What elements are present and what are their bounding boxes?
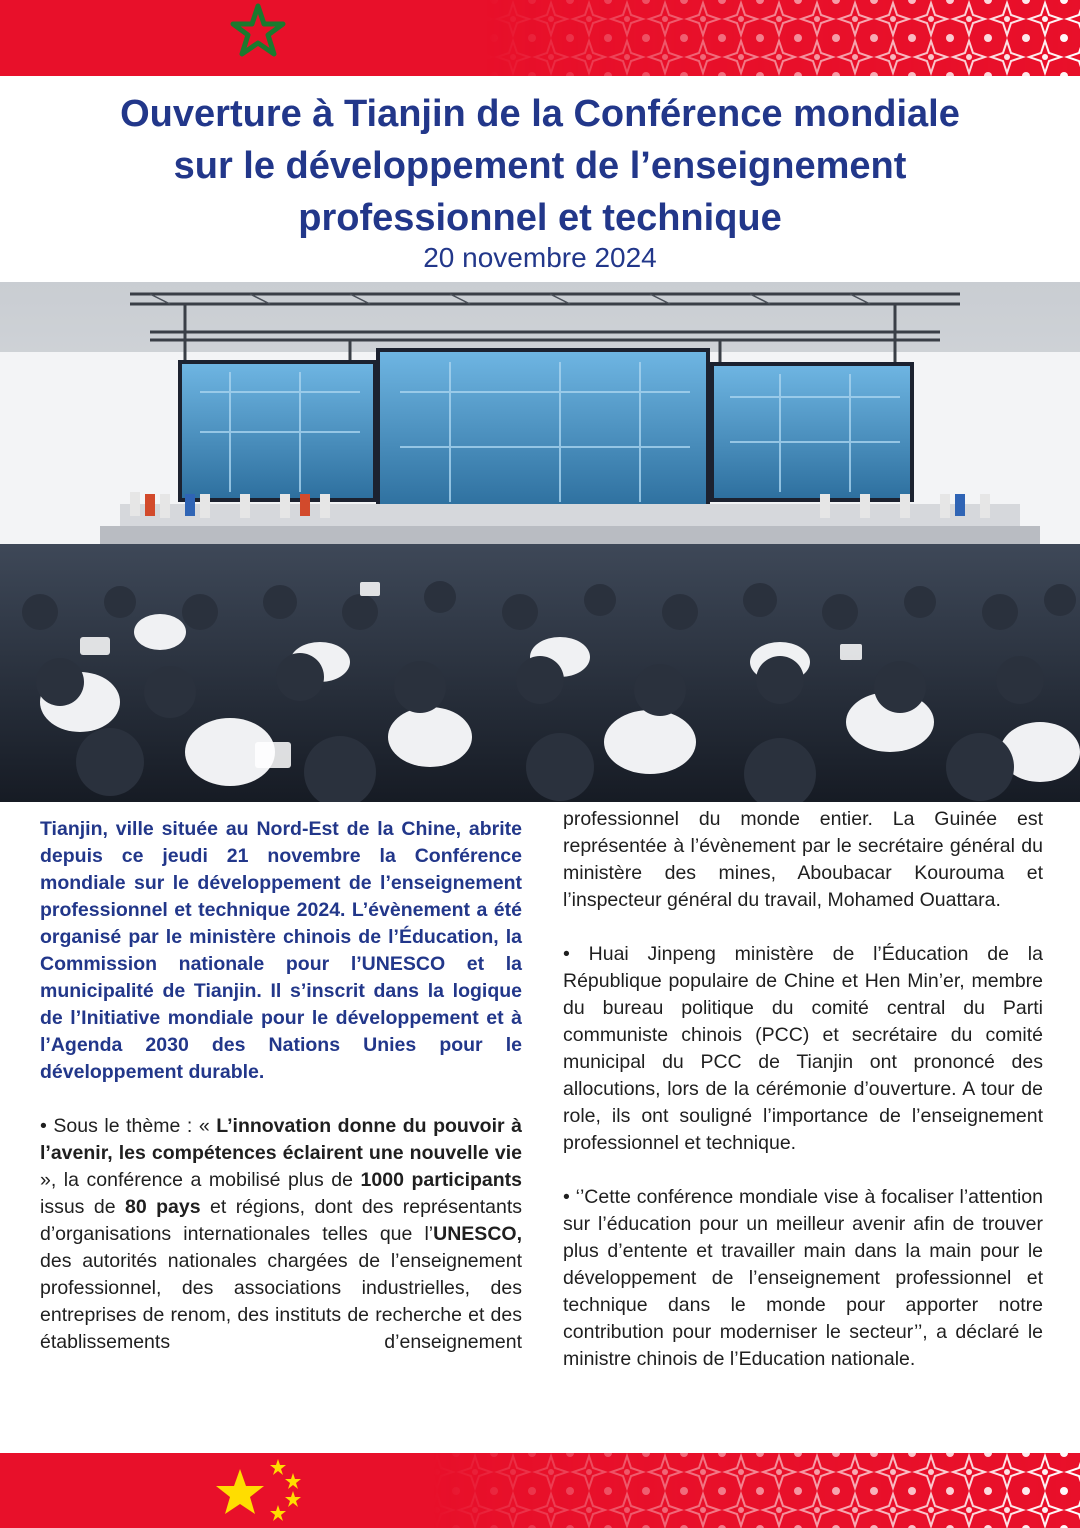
title-line: Ouverture à Tianjin de la Conférence mondiale: [120, 93, 960, 135]
moroccan-pattern-band: [0, 0, 1080, 76]
bottom-banner: [0, 1453, 1080, 1528]
article-column-right: [563, 806, 1043, 1373]
title-line: sur le développement de l’enseignement: [173, 145, 907, 187]
theme-text: L’innovation donne du pouvoir à l’avenir, les compétences éclairent une nouvelle vie: [40, 1115, 523, 1164]
text: et régions, dont des représentants d’organisations internationales telles que l’: [40, 1196, 522, 1245]
guinea-paragraph: professionnel du monde entier. La Guinée est représentée à l’évènement par le secrétaire général du ministère des mines, Aboubacar Kourouma et l’inspecteur général du travail, Mohamed Ouattara.: [563, 808, 1043, 911]
officials-paragraph: • Huai Jinpeng ministère de l’Éducation de la République populaire de Chine et Hen Min’er, membre du bureau politique du comité central du Parti communiste chinois (PCC) et secrétaire du comité municipal du PCC de Tianjin ont prononcé des allocutions, lors de la cérémonie d’ouverture. A tour de role, ils ont souligné l’importance de l’enseignement professionnel et technique.: [563, 943, 1043, 1154]
countries-count: 80 pays: [124, 1196, 201, 1218]
lead-paragraph: Tianjin, ville située au Nord-Est de la Chine, abrite depuis ce jeudi 21 novembre la Conférence mondiale sur le développement de l’enseignement professionnel et technique 2024. L’évènement a été organisé par le ministère chinois de l’Éducation, la Commission nationale pour l’UNESCO et la municipalité de Tianjin. Il s’inscrit dans la logique de l’Initiative mondiale pour le développement et à l’Agenda 2030 des Nations Unies pour le développement durable.: [40, 818, 522, 1083]
text: des autorités nationales chargées de l’enseignement professionnel, des associations industrielles, des entreprises de renom, des instituts de recherche et des établissements d’enseignement: [40, 1250, 522, 1353]
text: », la conférence a mobilisé plus de: [40, 1169, 361, 1191]
text: • Sous le thème : «: [40, 1115, 217, 1137]
top-banner: [0, 0, 1080, 76]
pattern-band: [0, 1453, 1080, 1528]
quote-paragraph: • ‘’Cette conférence mondiale vise à focaliser l’attention sur l’éducation pour un meilleur avenir afin de trouver plus d’entente et travailler main dans la main pour le développement de l’enseignement professionnel et technique dans le monde pour apporter notre contribution pour moderniser le secteur’’, a déclaré le ministre chinois de l’Education nationale.: [563, 1186, 1043, 1370]
unesco-text: UNESCO,: [433, 1223, 522, 1245]
article-date: 20 novembre 2024: [423, 242, 657, 273]
title-line: professionnel et technique: [298, 197, 782, 239]
text: issus de: [40, 1196, 125, 1218]
article-column-left: [40, 816, 522, 1356]
participants-count: 1000 participants: [360, 1169, 522, 1191]
article-title: [40, 88, 1040, 244]
theme-paragraph: [40, 1113, 522, 1356]
conference-hall-photo: [0, 282, 1080, 802]
